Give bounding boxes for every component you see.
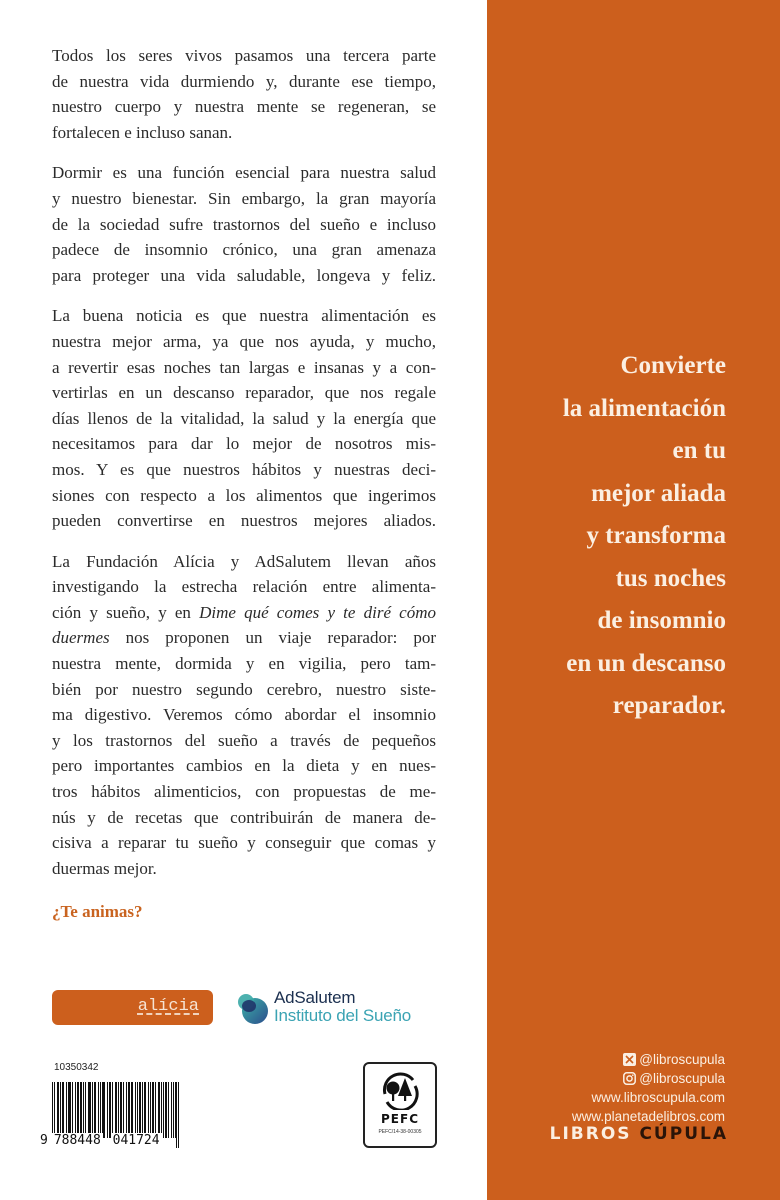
- barcode-bar: [173, 1082, 174, 1138]
- text-line: para proteger una vida saludable, longeva y feliz.: [52, 265, 436, 285]
- barcode-bar: [176, 1082, 177, 1148]
- barcode-bar: [78, 1082, 79, 1138]
- barcode-bar: [144, 1082, 145, 1138]
- pefc-name: PEFC: [381, 1112, 419, 1126]
- barcode-bar: [150, 1082, 151, 1138]
- barcode-bar: [155, 1082, 156, 1138]
- barcode-bar: [69, 1082, 70, 1138]
- barcode-bar: [62, 1082, 63, 1138]
- text-line: Dormir es una función esencial para nuestra salud: [52, 163, 436, 183]
- barcode-bar: [94, 1082, 95, 1138]
- barcode-bar: [135, 1082, 136, 1138]
- text-line: tros hábitos alimenticios, con propuestas de me-: [52, 782, 436, 802]
- barcode-bar: [118, 1082, 119, 1138]
- barcode-bar: [104, 1082, 105, 1138]
- text-line: pero importantes cambios en la dieta y en nues-: [52, 756, 436, 776]
- barcode-bar: [83, 1082, 84, 1138]
- text-line: y los trastornos del sueño a través de pequeños: [52, 730, 436, 750]
- headline: [466, 345, 726, 728]
- headline-line: Convierte: [620, 352, 726, 379]
- paragraph-4: [52, 549, 436, 882]
- barcode-bar: [148, 1082, 149, 1138]
- barcode-bar: [166, 1082, 167, 1138]
- adsalutem-logo-mark-icon: [236, 991, 270, 1025]
- barcode-bar: [77, 1082, 78, 1138]
- barcode-bar: [126, 1082, 127, 1138]
- barcode-bar: [92, 1082, 93, 1138]
- text-line: de nuestra vida durmiendo y, durante ese tiempo,: [52, 71, 436, 91]
- instagram-icon: [623, 1072, 636, 1085]
- text-line: nuestra mente, dormida y en vigilia, pero tam-: [52, 654, 436, 674]
- barcode-bar: [89, 1082, 90, 1138]
- paragraph-3: [52, 303, 436, 533]
- barcode-bar: [57, 1082, 58, 1138]
- book-title: duermes: [52, 628, 110, 648]
- text-line: pueden convertirse en nuestros mejores aliados.: [52, 511, 436, 531]
- barcode-bar: [129, 1082, 130, 1138]
- publisher-logo-part-2: CÚPULA: [639, 1124, 728, 1144]
- call-to-action: ¿Te animas?: [52, 902, 143, 921]
- x-handle[interactable]: @libroscupula: [639, 1052, 725, 1067]
- barcode-bar: [142, 1082, 143, 1138]
- barcode-bar: [159, 1082, 160, 1138]
- barcode-bar: [165, 1082, 166, 1138]
- instagram-handle[interactable]: @libroscupula: [639, 1071, 725, 1086]
- barcode-bar: [153, 1082, 154, 1138]
- isbn-group-1: 788448: [53, 1133, 101, 1148]
- internal-code: 10350342: [54, 1062, 99, 1073]
- text-fragment: ción y sueño, y en: [52, 602, 200, 622]
- barcode-bar: [140, 1082, 141, 1138]
- barcode-bar: [81, 1082, 82, 1138]
- barcode-bar: [88, 1082, 89, 1138]
- text-line: vertirlas en un descanso reparador, que nos regale: [52, 383, 436, 403]
- barcode-bar: [158, 1082, 159, 1138]
- alicia-logo-text: alícia: [137, 997, 199, 1016]
- isbn-first-digit: 9: [40, 1133, 48, 1148]
- headline-line: reparador.: [612, 692, 726, 719]
- barcode-bar: [109, 1082, 110, 1138]
- barcode-bar: [137, 1082, 138, 1138]
- text-line: padece de insomnio crónico, una gran amenaza: [52, 240, 436, 260]
- barcode-bar: [175, 1082, 176, 1138]
- barcode-bar: [63, 1082, 64, 1138]
- barcode-bar: [66, 1082, 67, 1138]
- barcode-bar: [85, 1082, 86, 1138]
- barcode-bar: [100, 1082, 101, 1138]
- synopsis: [52, 43, 436, 896]
- social-links: [572, 1050, 725, 1126]
- x-logo-icon: [623, 1053, 636, 1066]
- text-line: duermas mejor.: [52, 858, 157, 878]
- headline-line: en tu: [672, 437, 726, 464]
- barcode-bar: [107, 1082, 108, 1138]
- adsalutem-subtitle: Instituto del Sueño: [274, 1006, 412, 1025]
- text-line: [52, 625, 436, 651]
- headline-line: en un descanso: [566, 649, 726, 677]
- text-line: ma digestivo. Veremos cómo abordar el insomnio: [52, 705, 436, 725]
- barcode-bar: [75, 1082, 76, 1138]
- text-line: y nuestro bienestar. Sin embargo, la gran mayoría: [52, 188, 436, 208]
- barcode-bar: [98, 1082, 99, 1138]
- headline-line: tus noches: [615, 564, 726, 592]
- barcode-bar: [103, 1082, 104, 1138]
- barcode-bar: [152, 1082, 153, 1138]
- publisher-logo-part-1: LIBROS: [549, 1124, 632, 1144]
- website-url[interactable]: www.libroscupula.com: [591, 1090, 725, 1105]
- barcode-bar: [128, 1082, 129, 1138]
- barcode-bar: [132, 1082, 133, 1138]
- text-line: días llenos de la vitalidad, la salud y la energía que: [52, 408, 436, 428]
- headline-line: mejor aliada: [591, 479, 726, 507]
- barcode-bar: [70, 1082, 71, 1138]
- barcode-bar: [60, 1082, 61, 1138]
- instagram-link[interactable]: [572, 1069, 725, 1088]
- headline-line: la alimentación: [562, 394, 726, 422]
- barcode-bar: [131, 1082, 132, 1138]
- barcode-bar: [112, 1082, 113, 1138]
- barcode-bar: [171, 1082, 172, 1138]
- pefc-trees-icon: [379, 1072, 421, 1110]
- x-link[interactable]: [572, 1050, 725, 1069]
- headline-line: de insomnio: [597, 607, 726, 634]
- text-fragment: nos proponen un viaje reparador: por: [109, 628, 436, 648]
- barcode-bar: [115, 1082, 116, 1138]
- barcode-bar: [121, 1082, 122, 1138]
- text-line: investigando la estrecha relación entre alimenta-: [52, 577, 436, 597]
- barcode-bar: [161, 1082, 162, 1138]
- text-line: mos. Y es que nuestros hábitos y nuestras deci-: [52, 459, 436, 479]
- barcode-bar: [95, 1082, 96, 1138]
- isbn-group-2: 041724: [112, 1133, 160, 1148]
- barcode-bar: [163, 1082, 164, 1138]
- barcode-bar: [68, 1082, 69, 1138]
- barcode-bar: [123, 1082, 124, 1138]
- barcode-bar: [90, 1082, 91, 1138]
- adsalutem-name: AdSalutem: [274, 988, 356, 1007]
- text-line: La buena noticia es que nuestra alimentación es: [52, 306, 436, 326]
- text-line: Todos los seres vivos pasamos una tercera parte: [52, 46, 436, 65]
- text-line: nuestro cuerpo y nuestra mente se regeneran, se: [52, 97, 436, 117]
- pefc-code: PEFC/14-38-00305: [378, 1129, 422, 1135]
- paragraph-1: [52, 43, 436, 145]
- website-url[interactable]: www.planetadelibros.com: [571, 1109, 725, 1124]
- barcode-bar: [72, 1082, 73, 1138]
- book-title: Dime qué comes y te diré cómo: [199, 602, 436, 622]
- text-line: nús y de recetas que contribuirán de manera de-: [52, 807, 436, 827]
- barcode-bar: [110, 1082, 111, 1138]
- text-line: bién por nuestro segundo cerebro, nuestro siste-: [52, 679, 436, 699]
- text-line: a revertir esas noches tan largas e insanas y a con-: [52, 357, 436, 377]
- text-line: La Fundación Alícia y AdSalutem llevan años: [52, 551, 436, 571]
- text-line: cisiva a reparar tu sueño y conseguir que comas y: [52, 833, 436, 853]
- barcode-bar: [178, 1082, 179, 1148]
- barcode-bar: [139, 1082, 140, 1138]
- text-line: [52, 600, 436, 626]
- text-line: siones con respecto a los alimentos que ingerimos: [52, 485, 436, 505]
- headline-line: y transforma: [586, 522, 726, 549]
- barcode-bar: [58, 1082, 59, 1138]
- website-link[interactable]: [572, 1088, 725, 1107]
- text-line: necesitamos para dar lo mejor de nosotros mis-: [52, 434, 436, 454]
- adsalutem-logo: [236, 988, 446, 1028]
- publisher-logo: [550, 1124, 728, 1144]
- isbn-digits: [40, 1133, 162, 1148]
- text-line: nuestra mejor arma, ya que nos ayuda, y mucho,: [52, 331, 436, 351]
- text-line: fortalecen e incluso sanan.: [52, 122, 233, 142]
- barcode-bar: [102, 1082, 103, 1138]
- barcode-bar: [145, 1082, 146, 1138]
- paragraph-2: [52, 160, 436, 288]
- barcode-bar: [80, 1082, 81, 1138]
- text-line: de la sociedad sufre trastornos del sueño e incluso: [52, 214, 436, 234]
- alicia-logo: [52, 990, 213, 1025]
- barcode-bar: [120, 1082, 121, 1138]
- pefc-certification-logo: [363, 1062, 437, 1148]
- barcode-bar: [168, 1082, 169, 1138]
